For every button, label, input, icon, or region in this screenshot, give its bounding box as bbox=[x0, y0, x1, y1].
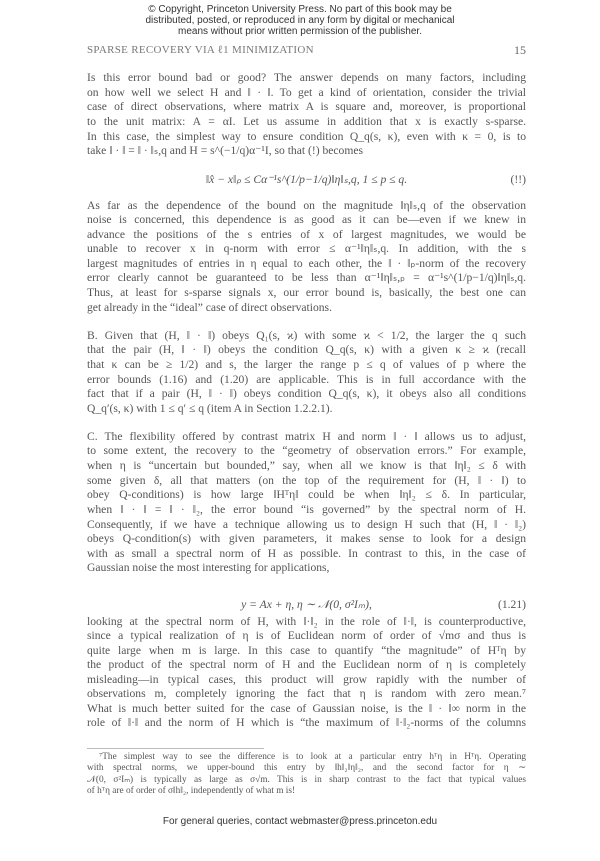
paragraph-line: Is this error bound bad or good? The answer depends on many factors, including bbox=[87, 71, 526, 84]
paragraph-line: when ‖ · ‖ = ‖ · ‖₂, the error bound “is governed” by the spectral norm of H. bbox=[87, 503, 526, 516]
equation-label: (!!) bbox=[510, 173, 526, 186]
paragraph-line: to the unit matrix: A = αI. Let us assume in addition that x is exactly s-sparse. bbox=[87, 115, 526, 128]
paragraph-line: error bounds (1.16) and (1.20) are applicable. This is in full accordance with the bbox=[87, 373, 526, 386]
paragraph-line: on how well we select H and ‖ · ‖. To get a kind of orientation, consider the trivial bbox=[87, 86, 526, 99]
paragraph-line: case of direct observations, where matrix A is square and, moreover, is proportional bbox=[87, 100, 526, 113]
page-number: 15 bbox=[514, 43, 526, 57]
paragraph-line: In this case, the simplest way to ensure condition Q_q(s, κ), even with κ = 0, is to bbox=[87, 130, 526, 143]
paragraph-line: misleading—in typical cases, this product will grow rapidly with the number of bbox=[87, 673, 526, 686]
paragraph-line: some given δ, all that matters (on the top of the requirement for (H, ‖ · ‖) to bbox=[87, 474, 526, 487]
footnote-line: with spectral norms, we upper-bound this entry by ‖h‖₂‖η‖₂, and the second factor for η ∼ bbox=[87, 763, 526, 773]
equation-1-21 bbox=[87, 598, 526, 612]
paragraph-line: What is much better suited for the case of Gaussian noise, is the ‖ · ‖∞ norm in the bbox=[87, 702, 526, 715]
footnote-line: of hᵀη are of order of σ‖h‖₂, independently of what m is! bbox=[87, 786, 296, 796]
paragraph-line: role of ‖·‖ and the norm of H which is “the maximum of ‖·‖₂-norms of the columns bbox=[87, 716, 526, 729]
paragraph-line: advance the positions of the s entries of x of largest magnitudes, we would be bbox=[87, 228, 526, 241]
paragraph-line: to some extent, the recovery to the “geometry of observation errors.” For example, bbox=[87, 444, 526, 457]
footer-contact: For general queries, contact webmaster@press.princeton.edu bbox=[162, 816, 438, 827]
copyright-line: © Copyright, Princeton University Press. No part of this book may be bbox=[148, 4, 452, 15]
paragraph-line: obeys Q-condition(s) with given parameters, it makes sense to look for a design bbox=[87, 532, 526, 545]
paragraph-line: the product of the spectral norm of H and the Euclidean norm of η is completely bbox=[87, 658, 526, 671]
paragraph-line: B. Given that (H, ‖ · ‖) obeys Q₁(s, ϰ) with some ϰ < 1/2, the larger the q such bbox=[87, 329, 526, 342]
copyright-line: means without prior written permission of the publisher. bbox=[177, 26, 422, 37]
paragraph-line: with as small a spectral norm of H as possible. In contrast to this, in the case of bbox=[87, 547, 526, 560]
paragraph-line: since a typical realization of η is of Euclidean norm of order of √mσ and thus is bbox=[87, 629, 526, 642]
paragraph-line: when η is “uncertain but bounded,” say, when all we know is that ‖η‖₂ ≤ δ with bbox=[87, 459, 526, 472]
running-head: SPARSE RECOVERY VIA ℓ1 MINIMIZATION bbox=[87, 44, 314, 56]
paragraph-line: take ‖ · ‖ = ‖ · ‖ₛ,q and H = s^(−1/q)α⁻¹I, so that (!) becomes bbox=[87, 144, 364, 157]
paragraph-line: error clearly cannot be guaranteed to be less than α⁻¹‖η‖ₛ,ₚ = α⁻¹s^(1/p−1/q)‖η‖ₛ,q. bbox=[87, 271, 526, 284]
footnote-rule bbox=[87, 748, 264, 749]
paragraph-line: noise is concerned, this dependence is as good as it can be—even if we knew in bbox=[87, 213, 526, 226]
paragraph-line: fact that if a pair (H, ‖ · ‖) obeys condition Q_q(s, κ), it obeys also all conditions bbox=[87, 387, 526, 400]
paragraph-line: looking at the spectral norm of H, with ‖·‖₂ in the role of ‖·‖, is counterproductive, bbox=[87, 615, 526, 628]
paragraph-line: Consequently, if we have a technique allowing us to design H such that (H, ‖ · ‖₂) bbox=[87, 518, 526, 531]
equation-body: y = Ax + η, η ∼ 𝒩(0, σ²Iₘ), bbox=[241, 598, 372, 611]
footnote-line: 𝒩(0, σ²Iₘ) is typically as large as σ√m. This is in sharp contrast to the fact that typical values bbox=[87, 775, 526, 785]
paragraph-line: quite large when m is large. In this case to quantify “the magnitude” of Hᵀη by bbox=[87, 644, 526, 657]
equation-!! bbox=[87, 173, 526, 187]
copyright-line: distributed, posted, or reproduced in any form by digital or mechanical bbox=[145, 15, 455, 26]
paragraph-line: unable to recover x in q-norm with error ≤ α⁻¹‖η‖ₛ,q. In addition, with the s bbox=[87, 242, 526, 255]
paragraph-line: that the pair (H, ‖ · ‖) obeys the condition Q_q(s, κ) with a given κ ≥ ϰ (recall bbox=[87, 343, 526, 356]
footnote-line: ⁷The simplest way to see the difference is to look at a particular entry hᵀη in Hᵀη. Operating bbox=[99, 752, 526, 762]
equation-label: (1.21) bbox=[497, 598, 526, 611]
paragraph-line: Thus, at least for s-sparse signals x, our error bound is, basically, the best one can bbox=[87, 286, 526, 299]
paragraph-line: Gaussian noise the most interesting for applications, bbox=[87, 561, 330, 574]
paragraph-line: obey Q-conditions) is how large ‖Hᵀη‖ could be when ‖η‖₂ ≤ δ. In particular, bbox=[87, 488, 526, 501]
paragraph-line: Q_q′(s, κ) with 1 ≤ q′ ≤ q (item A in Section 1.2.2.1). bbox=[87, 402, 333, 415]
paragraph-line: C. The flexibility offered by contrast matrix H and norm ‖ · ‖ allows us to adjust, bbox=[87, 430, 526, 443]
paragraph-line: get already in the “ideal” case of direct observations. bbox=[87, 301, 332, 314]
paragraph-line: As far as the dependence of the bound on the magnitude ‖η‖ₛ,q of the observation bbox=[87, 199, 526, 212]
paragraph-line: that κ can be ≥ 1/2) and s, the larger the range p ≤ q of values of p where the bbox=[87, 358, 526, 371]
paragraph-line: largest magnitudes of entries in η equal to each other, the ‖ · ‖ₚ-norm of the recovery bbox=[87, 257, 526, 270]
paragraph-line: observations m, completely ignoring the fact that η is random with zero mean.⁷ bbox=[87, 687, 526, 700]
equation-body: ‖x̂ − x‖ₚ ≤ Cα⁻¹s^(1/p−1/q)‖η‖ₛ,q, 1 ≤ p ≤ q. bbox=[205, 173, 408, 186]
